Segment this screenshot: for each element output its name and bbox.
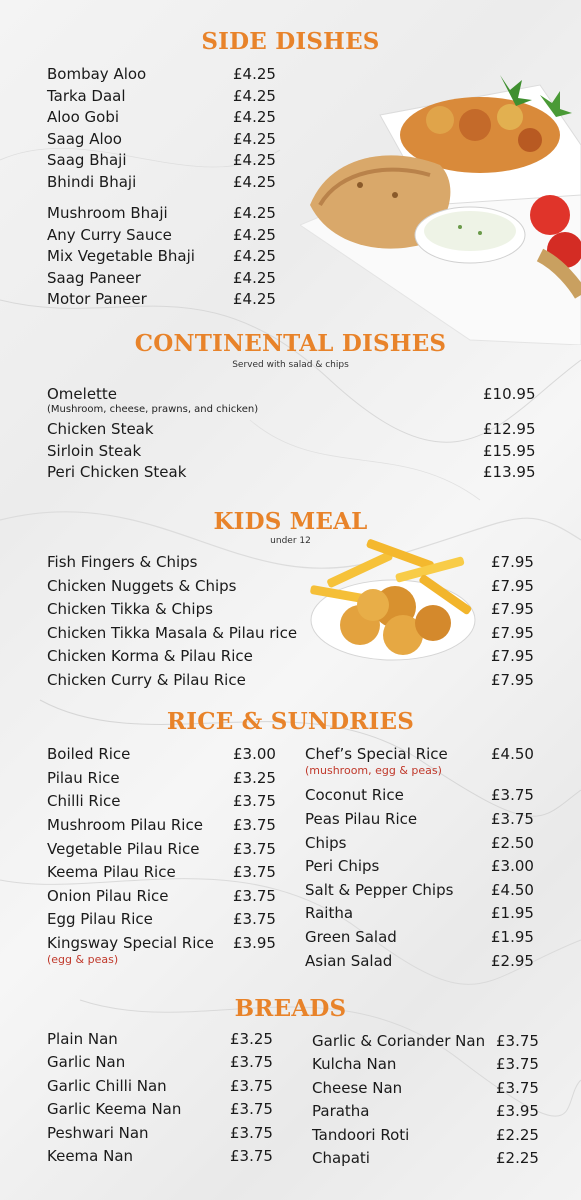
menu-item-price: £12.95 (483, 420, 536, 438)
menu-item-name: Salt & Pepper Chips (305, 881, 454, 899)
menu-item-price: £4.25 (233, 226, 276, 244)
menu-item (47, 790, 293, 812)
breads-heading: BREADS (234, 995, 347, 1022)
menu-item-name: Chicken Tikka & Chips (47, 600, 213, 618)
menu-item-price: £3.75 (496, 1079, 539, 1097)
menu-item-price: £3.25 (230, 1030, 273, 1048)
menu-item-price: £3.75 (233, 910, 276, 928)
menu-item-price: £3.75 (230, 1100, 273, 1118)
menu-item-name: Any Curry Sauce (47, 226, 172, 244)
menu-item-price: £2.50 (491, 834, 534, 852)
menu-item-price: £1.95 (491, 904, 534, 922)
menu-item-price: £3.75 (230, 1053, 273, 1071)
menu-item-price: £3.75 (233, 840, 276, 858)
menu-item-name: Aloo Gobi (47, 108, 120, 126)
menu-item (47, 885, 293, 907)
menu-item (305, 784, 551, 806)
menu-item (47, 267, 293, 289)
menu-item-name: Green Salad (305, 928, 397, 946)
menu-item (47, 171, 293, 193)
menu-item-price: £3.75 (491, 810, 534, 828)
menu-item-name: Chef’s Special Rice (305, 745, 448, 763)
menu-item-price: £3.75 (496, 1055, 539, 1073)
side-dishes-heading: SIDE DISHES (201, 28, 380, 55)
menu-item-price: £3.75 (496, 1032, 539, 1050)
menu-item-price: £3.95 (496, 1102, 539, 1120)
menu-item-name: Chicken Steak (47, 420, 154, 438)
menu-item (312, 1077, 556, 1099)
menu-item (312, 1124, 556, 1146)
menu-item (47, 106, 293, 128)
menu-item-name: Bhindi Bhaji (47, 173, 137, 191)
menu-item-price: £2.95 (491, 952, 534, 970)
menu-item (47, 383, 543, 405)
menu-item (305, 879, 551, 901)
menu-item (47, 128, 293, 150)
menu-item-name: Chapati (312, 1149, 370, 1167)
menu-item (47, 288, 293, 310)
nuggets-chips-photo (305, 535, 480, 665)
continental-subtitle: Served with salad & chips (232, 360, 349, 370)
menu-item-price: £4.50 (491, 881, 534, 899)
menu-item-name: Chilli Rice (47, 792, 121, 810)
menu-item (47, 861, 293, 883)
menu-item-price: £3.25 (233, 769, 276, 787)
menu-item-price: £7.95 (491, 553, 534, 571)
menu-item-name: Tandoori Roti (312, 1126, 410, 1144)
menu-item (305, 855, 551, 877)
menu-item-price: £3.75 (230, 1124, 273, 1142)
menu-item (47, 1051, 290, 1073)
menu-item-price: £7.95 (491, 577, 534, 595)
menu-item-price: £4.25 (233, 130, 276, 148)
menu-item-price: £15.95 (483, 442, 536, 460)
menu-item (47, 224, 293, 246)
menu-item-name: Saag Bhaji (47, 151, 127, 169)
menu-item-name: Kingsway Special Rice (47, 934, 214, 952)
menu-item (47, 814, 293, 836)
menu-item-name: Mushroom Pilau Rice (47, 816, 203, 834)
menu-item-price: £3.75 (233, 887, 276, 905)
menu-item (47, 767, 293, 789)
rice-sundries-heading: RICE & SUNDRIES (166, 708, 415, 735)
menu-item (47, 1028, 290, 1050)
menu-item-name: Egg Pilau Rice (47, 910, 153, 928)
menu-item-name: Keema Nan (47, 1147, 134, 1165)
menu-item-note: (mushroom, egg & peas) (305, 764, 442, 777)
menu-item-name: Saag Paneer (47, 269, 141, 287)
menu-item-name: Peas Pilau Rice (305, 810, 418, 828)
menu-item-price: £4.25 (233, 173, 276, 191)
menu-item (312, 1030, 556, 1052)
menu-item-name: Peri Chips (305, 857, 380, 875)
menu-item-name: Keema Pilau Rice (47, 863, 176, 881)
menu-item (47, 85, 293, 107)
menu-item-price: £3.75 (230, 1147, 273, 1165)
menu-item-name: Paratha (312, 1102, 370, 1120)
menu-item-name: Coconut Rice (305, 786, 404, 804)
menu-item-name: Peri Chicken Steak (47, 463, 187, 481)
menu-item-name: Mushroom Bhaji (47, 204, 168, 222)
menu-item-note: (egg & peas) (47, 953, 119, 966)
menu-item-price: £7.95 (491, 671, 534, 689)
menu-item-price: £3.75 (230, 1077, 273, 1095)
menu-item (47, 63, 293, 85)
menu-item-price: £4.50 (491, 745, 534, 763)
menu-item-name: Tarka Daal (47, 87, 126, 105)
menu-item-price: £4.25 (233, 269, 276, 287)
menu-item-price: £2.25 (496, 1126, 539, 1144)
menu-item-price: £10.95 (483, 385, 536, 403)
menu-item (305, 832, 551, 854)
menu-item-price: £4.25 (233, 204, 276, 222)
menu-item-price: £4.25 (233, 65, 276, 83)
menu-item (305, 950, 551, 972)
menu-item-name: Sirloin Steak (47, 442, 142, 460)
menu-item (47, 1075, 290, 1097)
menu-item-name: Motor Paneer (47, 290, 147, 308)
menu-item-name: Plain Nan (47, 1030, 118, 1048)
menu-item-price: £13.95 (483, 463, 536, 481)
menu-item-name: Garlic & Coriander Nan (312, 1032, 486, 1050)
menu-item (312, 1147, 556, 1169)
menu-item (47, 461, 543, 483)
menu-item-price: £7.95 (491, 647, 534, 665)
menu-item-name: Chicken Nuggets & Chips (47, 577, 237, 595)
menu-item-note: (Mushroom, cheese, prawns, and chicken) (47, 404, 259, 415)
menu-item-name: Boiled Rice (47, 745, 131, 763)
menu-item (47, 838, 293, 860)
menu-item-price: £7.95 (491, 600, 534, 618)
menu-item (47, 932, 293, 954)
menu-item (305, 743, 551, 765)
menu-item-price: £3.75 (233, 816, 276, 834)
menu-item-name: Chicken Korma & Pilau Rice (47, 647, 253, 665)
menu-item-name: Mix Vegetable Bhaji (47, 247, 195, 265)
menu-item (47, 1122, 290, 1144)
menu-item (47, 245, 293, 267)
menu-item (47, 202, 293, 224)
kids-meal-subtitle: under 12 (270, 536, 311, 546)
menu-item (47, 743, 293, 765)
menu-item-price: £3.75 (233, 792, 276, 810)
menu-item-price: £3.95 (233, 934, 276, 952)
menu-item-name: Omelette (47, 385, 118, 403)
menu-item (47, 1098, 290, 1120)
menu-item-name: Fish Fingers & Chips (47, 553, 198, 571)
menu-item-price: £3.00 (233, 745, 276, 763)
menu-item (305, 926, 551, 948)
kids-meal-heading: KIDS MEAL (213, 508, 368, 535)
menu-item (305, 808, 551, 830)
menu-item-name: Peshwari Nan (47, 1124, 149, 1142)
menu-item-name: Chicken Curry & Pilau Rice (47, 671, 246, 689)
menu-item-name: Onion Pilau Rice (47, 887, 169, 905)
menu-item (47, 149, 293, 171)
menu-item-name: Garlic Nan (47, 1053, 126, 1071)
menu-item-price: £2.25 (496, 1149, 539, 1167)
menu-item-price: £4.25 (233, 108, 276, 126)
menu-item (47, 418, 543, 440)
menu-item-name: Bombay Aloo (47, 65, 147, 83)
menu-item-price: £3.00 (491, 857, 534, 875)
menu-item (312, 1100, 556, 1122)
menu-item-name: Raitha (305, 904, 354, 922)
menu-item-price: £1.95 (491, 928, 534, 946)
continental-heading: CONTINENTAL DISHES (134, 330, 447, 357)
menu-item (312, 1053, 556, 1075)
menu-item (47, 669, 551, 691)
menu-item (47, 908, 293, 930)
menu-item-name: Asian Salad (305, 952, 393, 970)
menu-item (305, 902, 551, 924)
menu-item-price: £4.25 (233, 87, 276, 105)
menu-item-price: £4.25 (233, 151, 276, 169)
menu-item-price: £4.25 (233, 247, 276, 265)
curry-dish-photo (300, 55, 581, 345)
menu-item (47, 440, 543, 462)
menu-item-price: £3.75 (233, 863, 276, 881)
menu-item-name: Vegetable Pilau Rice (47, 840, 200, 858)
menu-item-name: Garlic Chilli Nan (47, 1077, 167, 1095)
menu-item-name: Chips (305, 834, 347, 852)
menu-item-name: Saag Aloo (47, 130, 122, 148)
menu-item-name: Garlic Keema Nan (47, 1100, 182, 1118)
menu-item-name: Kulcha Nan (312, 1055, 397, 1073)
menu-item-name: Chicken Tikka Masala & Pilau rice (47, 624, 298, 642)
menu-item (47, 1145, 290, 1167)
menu-item-price: £4.25 (233, 290, 276, 308)
menu-item-price: £7.95 (491, 624, 534, 642)
menu-item-price: £3.75 (491, 786, 534, 804)
menu-item-name: Pilau Rice (47, 769, 120, 787)
menu-item-name: Cheese Nan (312, 1079, 403, 1097)
